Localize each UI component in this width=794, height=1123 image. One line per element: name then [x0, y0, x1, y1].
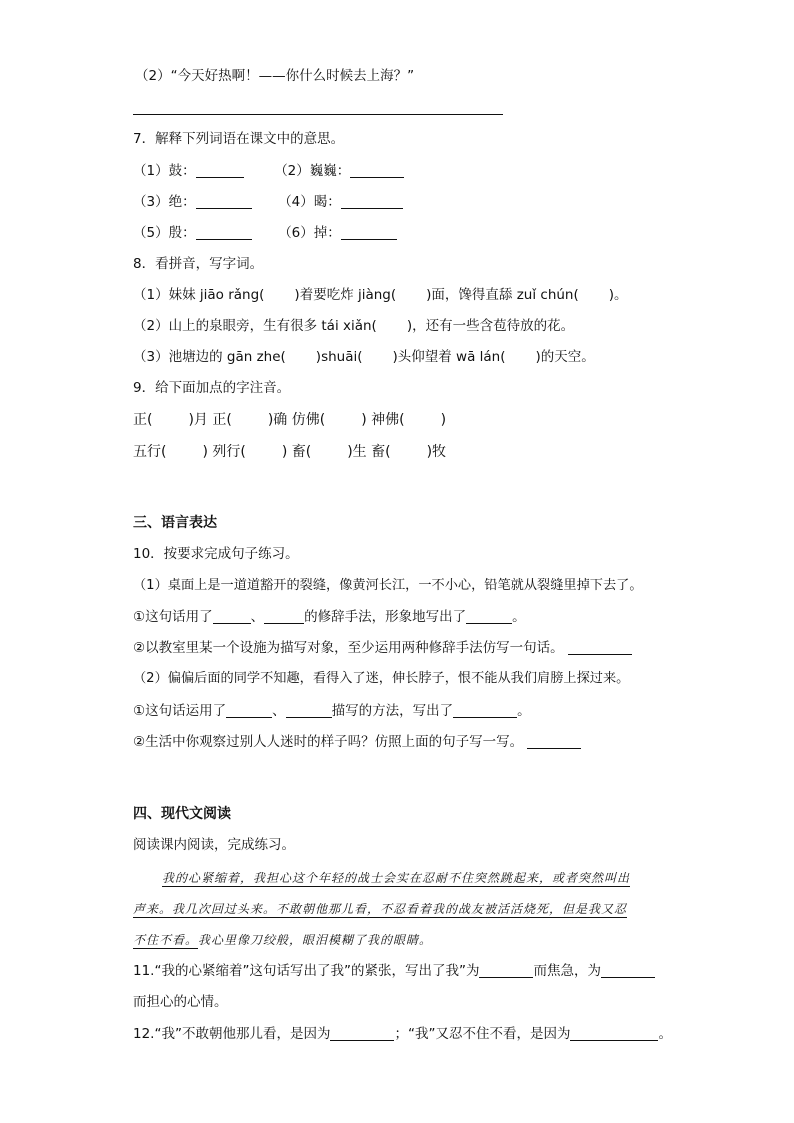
q9-l1-b: )月 正(	[188, 412, 232, 428]
passage-text-1: 我的心紧缩着，我担心这个年轻的战士会实在忍耐不住突然跳起来，或者突然叫出	[162, 871, 631, 885]
q6-answer-line[interactable]	[133, 114, 503, 115]
q12-text-3: 。	[658, 1026, 672, 1042]
passage-line-2	[133, 900, 627, 918]
passage-text-4: 我心里像刀绞般，眼泪模糊了我的眼睛。	[198, 933, 433, 947]
q10-part1-text: （1）桌面上是一道道豁开的裂缝，像黄河长江，一不小心，铅笔就从裂缝里掉下去了。	[133, 578, 643, 593]
q12	[133, 1025, 672, 1043]
q7-label-3: （3）绝：	[133, 194, 196, 210]
q11-blank-2[interactable]	[601, 963, 655, 978]
q6-item2-text: （2）“今天好热啊！——你什么时候去上海？”	[135, 68, 415, 84]
q9-l2-e: )牧	[426, 444, 447, 460]
q11-cont	[133, 993, 228, 1011]
q7-row3	[133, 224, 397, 242]
q10-a1-blank-3[interactable]	[466, 609, 512, 624]
q8-l1-a: （1）妹妹 jiāo rǎng(	[133, 287, 265, 303]
q8-title-text: 8．看拼音，写字词。	[133, 256, 264, 272]
q7-blank-3[interactable]	[196, 194, 252, 209]
q9-l1-a: 正(	[133, 412, 153, 428]
q11-text-2: 而焦急，为	[533, 963, 601, 979]
s4-intro	[133, 836, 295, 854]
q7-title-text: 7．解释下列词语在课文中的意思。	[133, 131, 345, 147]
q10-a1-blank-2[interactable]	[264, 609, 304, 624]
q10-a1-text-1: ①这句话用了	[133, 609, 213, 625]
q7-row1	[133, 162, 404, 180]
q10-b1-text-2: 、	[272, 703, 286, 719]
q12-blank-1[interactable]	[330, 1026, 394, 1041]
q7-label-1: （1）鼓：	[133, 163, 196, 179]
q10-b1-blank-2[interactable]	[286, 703, 332, 718]
q10-part2-text: （2）偏偏后面的同学不知趣，看得入了迷，伸长脖子，恨不能从我们肩膀上探过来。	[133, 671, 630, 686]
q8-l3-d: )的天空。	[535, 349, 595, 365]
q11-blank-1[interactable]	[479, 963, 533, 978]
q7-blank-4[interactable]	[341, 194, 403, 209]
q9-l2-b: ) 列行(	[202, 444, 246, 460]
q9-l2-d: )生 畜(	[347, 444, 391, 460]
q10-a2-text: ②以教室里某一个设施为描写对象，至少运用两种修辞手法仿写一句话。	[133, 640, 564, 656]
q10-a1-blank-1[interactable]	[213, 609, 251, 624]
q8-l2-b: )，还有一些含苞待放的花。	[406, 318, 575, 334]
q8-l3-c: )头仰望着 wā lán(	[392, 349, 506, 365]
q8-l3-a: （3）池塘边的 gān zhe(	[133, 349, 286, 365]
passage-line-3	[133, 931, 432, 949]
q7-blank-6[interactable]	[341, 225, 397, 240]
q10-a2-blank[interactable]	[568, 640, 632, 655]
q8-line3	[133, 348, 595, 366]
passage-line-1	[162, 869, 630, 887]
q10-b2-text: ②生活中你观察过别人人迷时的样子吗？仿照上面的句子写一写。	[133, 734, 524, 750]
q10-part1	[133, 577, 643, 595]
q9-line2	[133, 443, 446, 461]
s4-intro-text: 阅读课内阅读，完成练习。	[133, 837, 295, 853]
q10-part2-b2	[133, 733, 581, 751]
q8-l1-b: )着要吃炸 jiàng(	[294, 287, 397, 303]
passage-text-2: 声来。我几次回过头来。不敢朝他那儿看，不忍看着我的战友被活活烧死，但是我又忍	[133, 902, 628, 916]
q8-line2	[133, 317, 574, 335]
q6-item2	[135, 67, 414, 85]
q9-title-text: 9．给下面加点的字注音。	[133, 380, 291, 396]
q7-label-5: （5）殷：	[133, 225, 196, 241]
q9-l1-c: )确 仿佛(	[267, 412, 326, 428]
q10-a1-text-3: 的修辞手法，形象地写出了	[304, 609, 467, 625]
q10-b2-blank[interactable]	[527, 734, 581, 749]
q7-label-6: （6）掉：	[278, 225, 341, 241]
q7-label-4: （4）暍：	[278, 194, 341, 210]
q11-text-3: 而担心的心情。	[133, 994, 228, 1010]
q12-blank-2[interactable]	[570, 1026, 658, 1041]
q8-l3-b: )shuāi(	[315, 349, 363, 365]
q10-b1-text-1: ①这句话运用了	[133, 703, 227, 719]
q8-l1-c: )面，馋得直舔 zuǐ chún(	[426, 287, 579, 303]
q10-b1-text-3: 描写的方法，写出了	[331, 703, 454, 719]
q8-l2-a: （2）山上的泉眼旁，生有很多 tái xiǎn(	[133, 318, 377, 334]
q10-part2-b1	[133, 702, 531, 720]
passage-text-3: 不住不看。	[133, 933, 199, 947]
q11	[133, 962, 655, 980]
q10-title-text: 10．按要求完成句子练习。	[133, 546, 299, 562]
q9-title	[133, 379, 290, 397]
q12-text-2: ；“我”又忍不住不看，是因为	[394, 1026, 571, 1042]
q7-label-2: （2）巍巍：	[274, 163, 351, 179]
q10-part1-a1	[133, 608, 526, 626]
q7-row2	[133, 193, 403, 211]
q10-b1-text-4: 。	[517, 703, 531, 719]
q9-l2-c: ) 畜(	[281, 444, 312, 460]
q7-blank-2[interactable]	[350, 163, 404, 178]
q8-l1-d: )。	[608, 287, 628, 303]
q10-b1-blank-1[interactable]	[226, 703, 272, 718]
q10-a1-text-2: 、	[250, 609, 265, 625]
q8-title	[133, 255, 263, 273]
q9-line1	[133, 411, 446, 429]
q12-text-1: 12.“我”不敢朝他那儿看，是因为	[133, 1026, 331, 1042]
q8-line1	[133, 286, 628, 304]
q9-l1-e: )	[440, 412, 447, 428]
q10-a1-text-4: 。	[512, 609, 526, 625]
q9-l2-a: 五行(	[133, 444, 167, 460]
q7-blank-1[interactable]	[196, 163, 244, 178]
q10-title	[133, 545, 299, 563]
section-4-heading-text: 四、现代文阅读	[133, 806, 231, 822]
section-3-heading	[133, 514, 217, 532]
section-4-heading	[133, 805, 231, 823]
q7-blank-5[interactable]	[196, 225, 252, 240]
q10-part1-a2	[133, 639, 632, 657]
q9-l1-d: ) 神佛(	[361, 412, 405, 428]
q11-text-1: 11.“我的心紧缩着”这句话写出了我”的紧张，写出了我”为	[133, 963, 480, 979]
q7-title	[133, 130, 344, 148]
section-3-heading-text: 三、语言表达	[133, 515, 217, 531]
q10-part2	[133, 670, 629, 688]
q10-b1-blank-3[interactable]	[453, 703, 517, 718]
